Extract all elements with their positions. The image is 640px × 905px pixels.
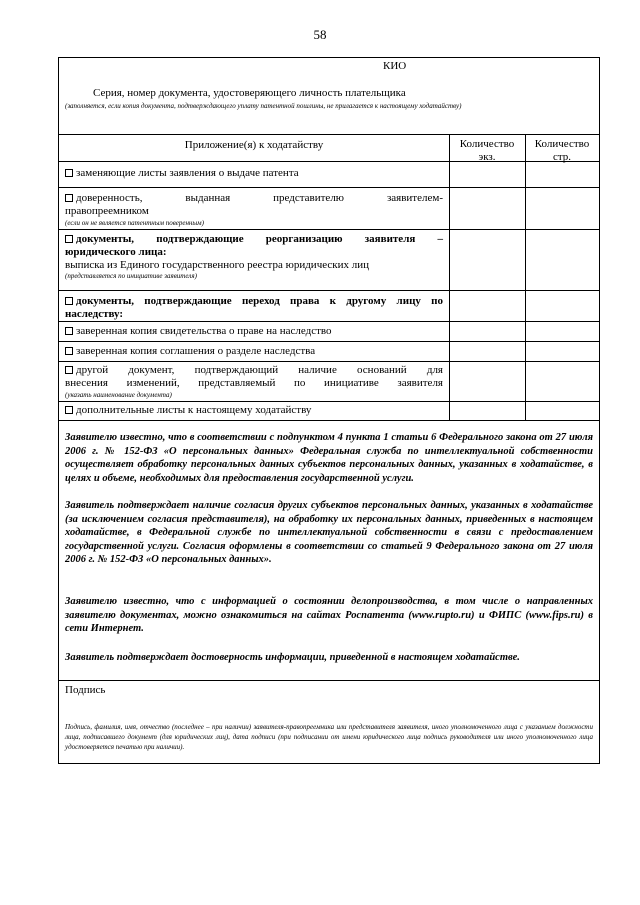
attachment-label: документы, подтверждающие переход права к другому лицу по [76,295,443,307]
row-divider [59,187,599,188]
row-divider [59,361,599,362]
page-number: 58 [313,27,327,42]
row-divider [59,321,599,322]
attachment-note: (если он не является патентным поверенным) [65,219,204,227]
checkbox[interactable] [65,235,73,243]
row-divider [59,401,599,402]
checkbox[interactable] [65,194,73,202]
attachment-label: доверенность, выданная представителю заявителем- [76,192,443,204]
attachment-row [65,404,311,417]
signature-label: Подпись [65,684,106,696]
checkbox[interactable] [65,169,73,177]
checkbox[interactable] [65,366,73,374]
attachment-row [65,233,443,246]
attachment-row [65,192,443,205]
row-divider [59,229,599,230]
attachment-row [65,345,315,358]
document-series-note: (заполняется, если копия документа, подтверждающего уплату патентной пошлины, не прилагается к настоящему ходатайству) [65,102,462,110]
attachment-row [65,364,443,377]
column-divider [525,134,526,420]
attachment-label: другой документ, подтверждающий наличие оснований для [76,364,443,376]
personal-data-statement: Заявителю известно, что в соответствии с подпунктом 4 пункта 1 статьи 6 Федерального закона от 27 июля 2006 г. № 152-ФЗ «О персональных данных» Федеральная служба по интеллектуальной собственности осуществляет обработку персональных данных субъектов персональных данных, указанных в ходатайстве, в целях и объеме, необходимых для предоставления государственной услуги. [65,432,593,484]
attachment-note: (представляется по инициативе заявителя) [65,272,197,280]
form-frame [58,57,600,764]
signature-note: Подпись, фамилия, имя, отчество (последнее – при наличии) заявителя-правопреемника или представителя заявителя, иного уполномоченного лица с указанием должности лица, подписавшего документ (для юридических лиц), дата подписи (при подписании от имени юридического лица подпись руководителя или иного уполномоченного лица удостоверяется печатью при наличии). [65,723,593,751]
col-header-copies: Количество экз. [459,138,515,163]
attachment-label: заверенная копия свидетельства о праве на наследство [76,325,332,337]
attachment-label: дополнительные листы к настоящему ходатайству [76,404,312,416]
attachment-sublabel: выписка из Единого государственного реестра юридических лиц [65,259,370,271]
attachment-note: (указать наименование документа) [65,391,172,399]
attachment-label-cont: правопреемником [65,205,149,217]
table-bottom-border [59,420,599,421]
column-divider [449,134,450,420]
attachment-row [65,325,332,338]
attachment-row [65,295,443,308]
attachment-label-cont: юридического лица: [65,246,167,258]
table-top-border [59,134,599,135]
accuracy-statement: Заявитель подтверждает достоверность информации, приведенной в настоящем ходатайстве. [65,652,520,663]
checkbox[interactable] [65,327,73,335]
kio-label: КИО [383,60,407,72]
attachment-label: заменяющие листы заявления о выдаче патента [76,167,299,179]
row-divider [59,341,599,342]
attachment-label-cont: внесения изменений, представляемый по инициативе заявителя [65,377,443,389]
signature-divider [59,680,599,681]
proceedings-info-statement: Заявителю известно, что с информацией о состоянии делопроизводства, в том числе о направленных заявителю документах, можно ознакомиться на сайтах Роспатента (www.rupto.ru) и ФИПС (www.fips.ru) в сети Интернет. [65,596,593,634]
consent-statement: Заявитель подтверждает наличие согласия других субъектов персональных данных, указанных в ходатайстве (за исключением согласия представителя), на обработку их персональных данных, приведенных в настоящем ходатайстве, в Федеральной службе по интеллектуальной собственности в связи с предоставлением государственной услуги. Согласия оформлены в соответствии со статьей 9 Федерального закона от 27 июля 2006 г. № 152-ФЗ «О персональных данных». [65,500,593,565]
checkbox[interactable] [65,347,73,355]
col-header-pages: Количество стр. [534,138,590,163]
attachment-label: заверенная копия соглашения о разделе наследства [76,345,316,357]
checkbox[interactable] [65,406,73,414]
attachment-label-cont: наследству: [65,308,124,320]
document-series-label: Серия, номер документа, удостоверяющего личность плательщика [93,87,406,99]
attachment-row [65,167,299,180]
col-header-attachments: Приложение(я) к ходатайству [184,139,324,151]
checkbox[interactable] [65,297,73,305]
attachment-label: документы, подтверждающие реорганизацию заявителя – [76,233,443,245]
row-divider [59,290,599,291]
